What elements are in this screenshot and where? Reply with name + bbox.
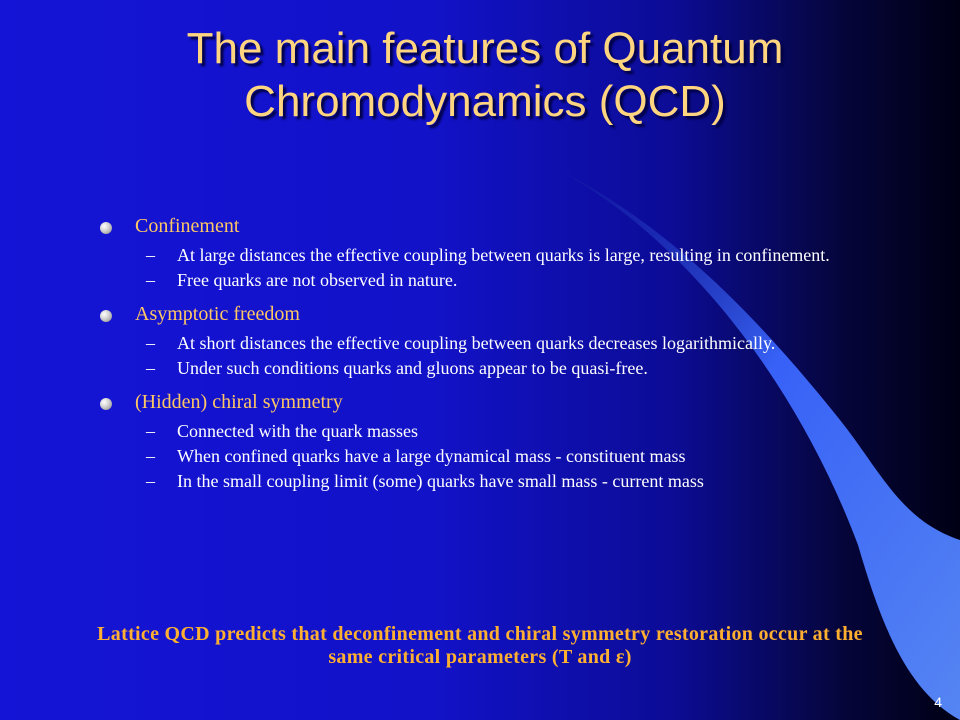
sub-bullet-text: At large distances the effective coupling between quarks is large, resulting in confinement.: [177, 245, 830, 265]
bullet-asymptotic-freedom: [100, 300, 900, 328]
slide-title: The main features of Quantum Chromodynamics (QCD): [186, 24, 784, 126]
sub-bullet-text: When confined quarks have a large dynamical mass - constituent mass: [177, 446, 686, 466]
sub-bullet-text: Free quarks are not observed in nature.: [177, 270, 458, 290]
bullet-chiral-symmetry: [100, 388, 900, 416]
bullet-point-icon: [100, 310, 112, 322]
sub-bullet: [100, 447, 900, 466]
page-number: 4: [934, 694, 942, 710]
sub-bullet-text: In the small coupling limit (some) quarks have small mass - current mass: [177, 471, 704, 491]
dash-marker: –: [146, 471, 155, 491]
sub-bullet: [100, 359, 900, 378]
bullet-list: [100, 212, 900, 501]
bullet-heading: Confinement: [135, 215, 240, 237]
sub-bullet: [100, 472, 900, 491]
sub-bullet-text: At short distances the effective coupling between quarks decreases logarithmically.: [177, 333, 776, 353]
sub-bullet-text: Under such conditions quarks and gluons appear to be quasi-free.: [177, 358, 648, 378]
bullet-heading: Asymptotic freedom: [135, 303, 300, 325]
sub-bullet: [100, 422, 900, 441]
dash-marker: –: [146, 245, 155, 265]
dash-marker: –: [146, 270, 155, 290]
sub-bullet: [100, 271, 900, 290]
sub-bullet: [100, 246, 900, 265]
bullet-point-icon: [100, 398, 112, 410]
dash-marker: –: [146, 421, 155, 441]
conclusion-text: Lattice QCD predicts that deconfinement and chiral symmetry restoration occur at the same critical parameters (T and ε): [97, 623, 863, 668]
dash-marker: –: [146, 333, 155, 353]
sub-bullet-text: Connected with the quark masses: [177, 421, 418, 441]
bullet-point-icon: [100, 222, 112, 234]
dash-marker: –: [146, 446, 155, 466]
dash-marker: –: [146, 358, 155, 378]
bullet-heading: (Hidden) chiral symmetry: [135, 391, 343, 413]
bullet-confinement: [100, 212, 900, 240]
sub-bullet: [100, 334, 900, 353]
